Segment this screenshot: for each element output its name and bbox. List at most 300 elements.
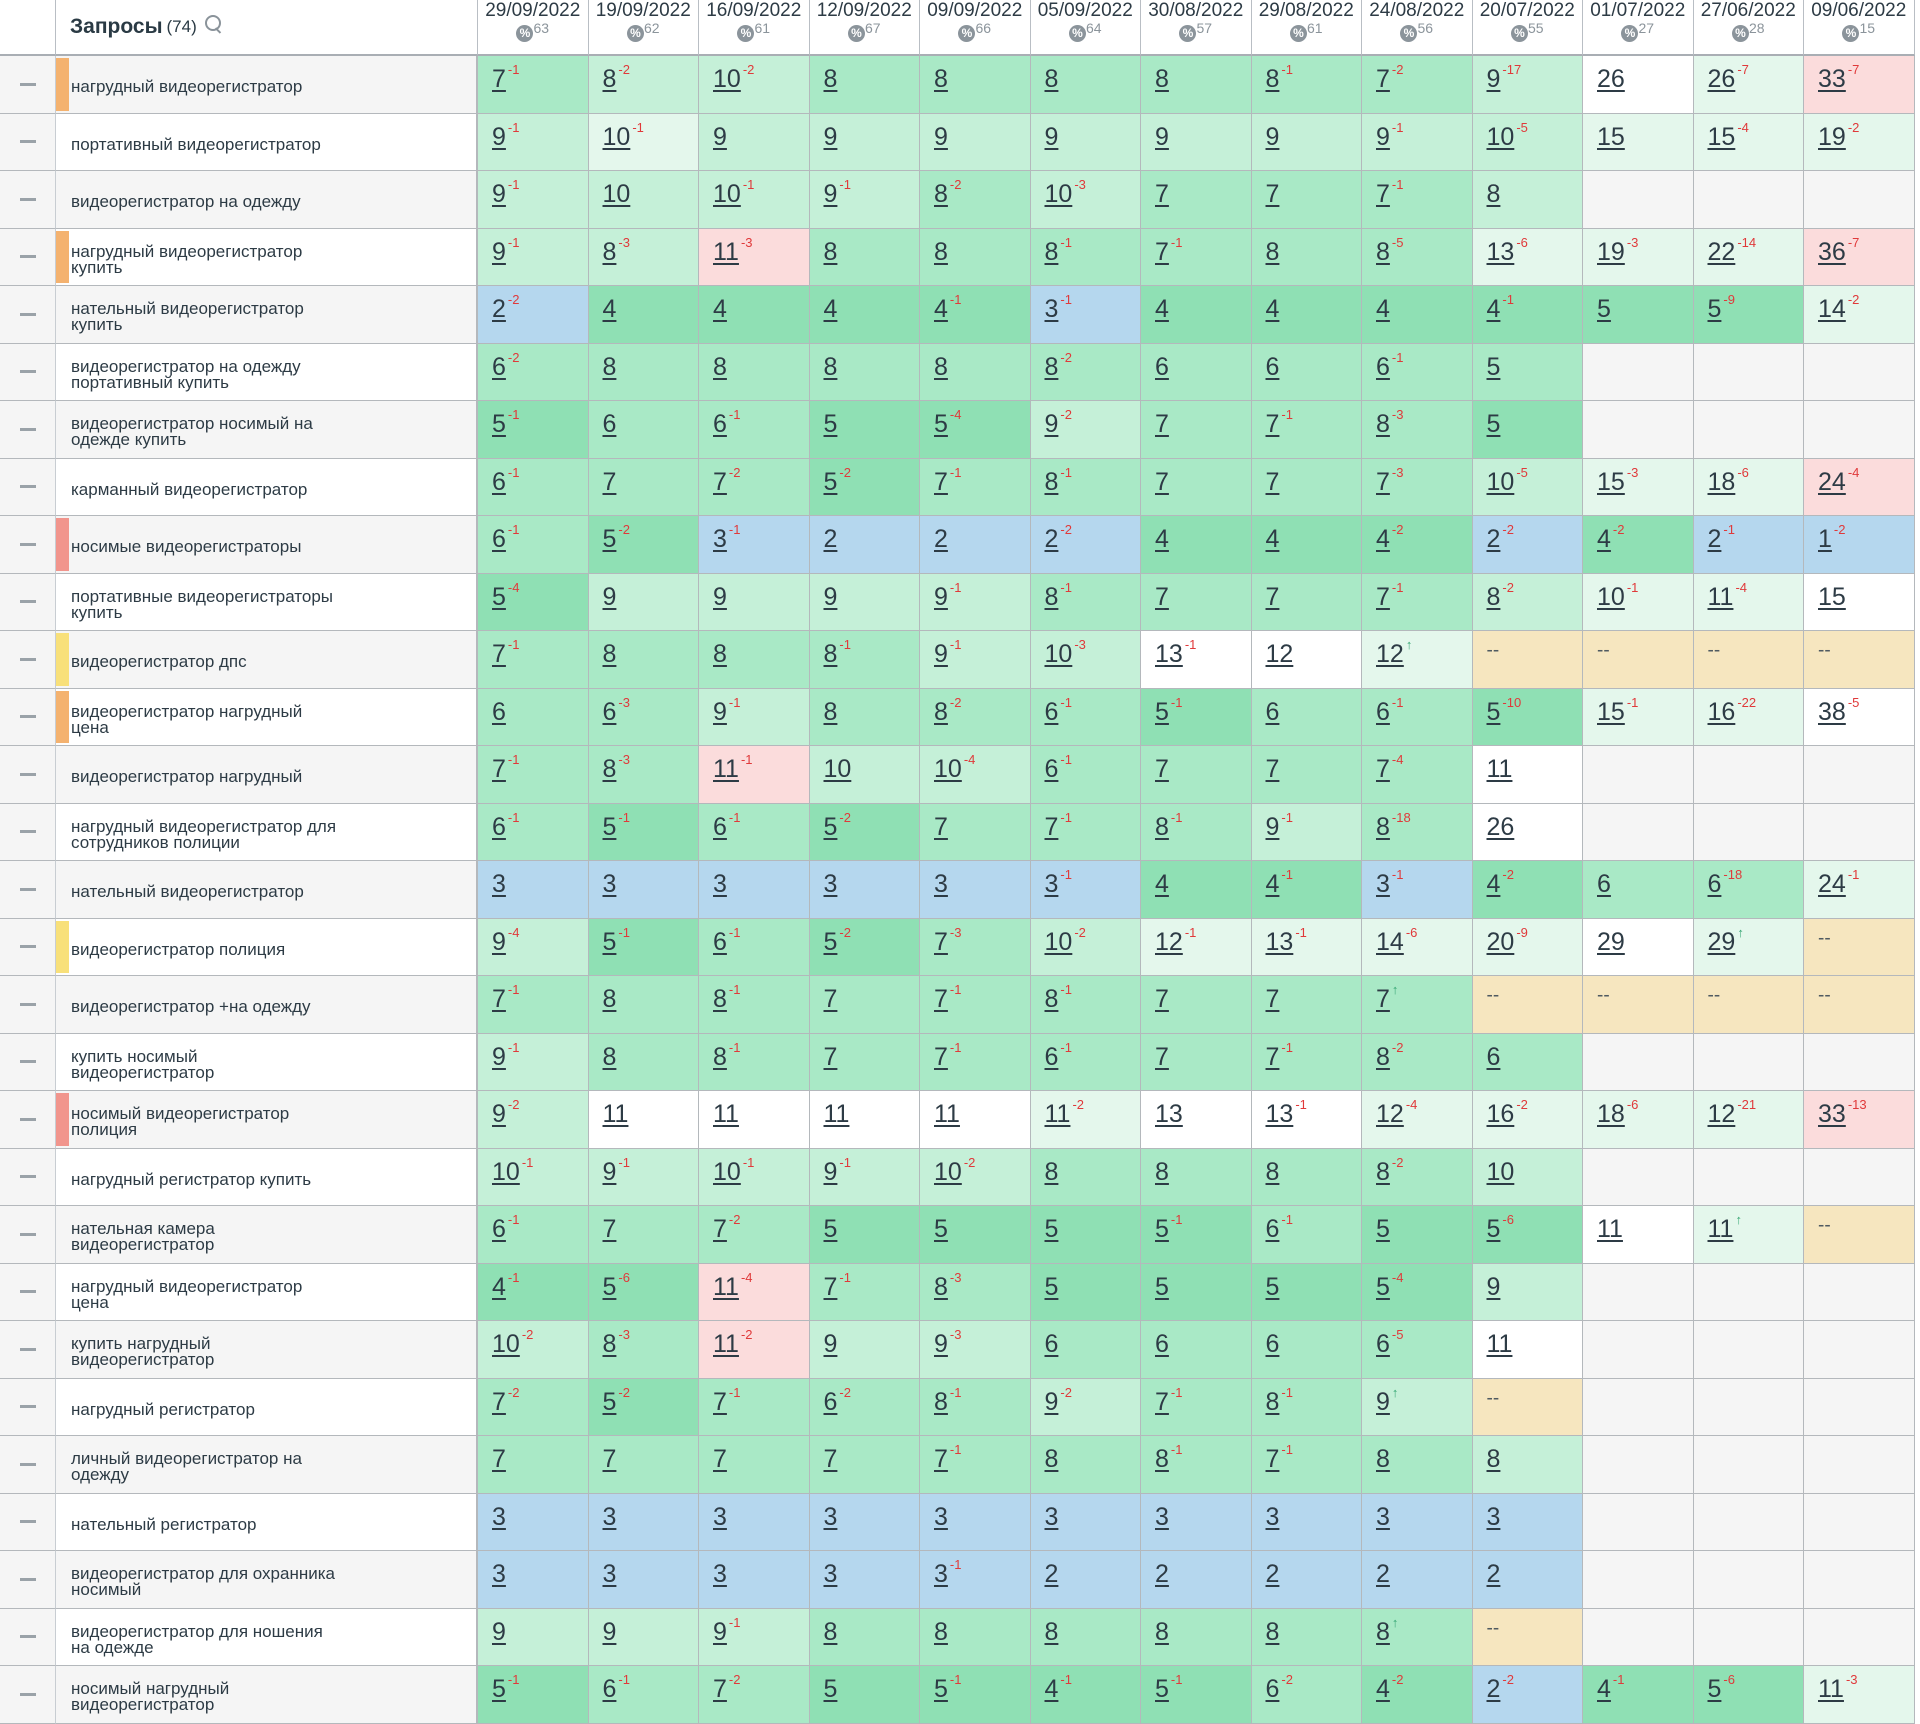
query-cell[interactable] [56,1436,478,1494]
position-value[interactable]: 7 [1155,755,1169,783]
position-cell[interactable] [699,1379,810,1437]
position-cell[interactable] [1141,1379,1252,1437]
position-cell[interactable] [1252,401,1363,459]
position-value[interactable]: 4 [1155,870,1169,898]
row-collapse-toggle[interactable] [0,804,56,862]
position-value[interactable]: 2 [1486,1560,1501,1588]
position-cell[interactable] [1252,516,1363,574]
position-cell[interactable] [920,1379,1031,1437]
position-cell[interactable] [1583,689,1694,747]
date-column-header[interactable] [1362,0,1473,56]
position-value[interactable]: 16 [1486,1100,1515,1128]
row-collapse-toggle[interactable] [0,1149,56,1207]
position-cell[interactable] [1031,1149,1142,1207]
position-value[interactable]: 7 [1265,1445,1280,1473]
position-value[interactable]: 8 [934,237,948,266]
date-column-header[interactable] [1252,0,1363,56]
position-cell[interactable] [1031,804,1142,862]
position-cell[interactable] [810,286,921,344]
position-value[interactable]: 7 [823,1445,838,1473]
position-value[interactable]: 10 [1486,467,1515,496]
position-value[interactable]: 12 [1155,927,1183,956]
position-cell[interactable] [1473,1494,1584,1552]
position-cell[interactable] [1583,516,1694,574]
position-value[interactable]: 8 [1376,237,1390,266]
position-value[interactable]: 6 [1486,1042,1501,1071]
position-cell[interactable] [1252,171,1363,229]
position-value[interactable]: 11 [1044,1100,1071,1128]
position-cell[interactable] [589,861,700,919]
position-cell[interactable] [1141,1436,1252,1494]
position-cell[interactable] [920,286,1031,344]
position-value[interactable]: 9 [1155,122,1169,151]
position-cell[interactable] [1031,1494,1142,1552]
position-cell[interactable] [920,229,1031,287]
position-cell[interactable] [920,631,1031,689]
position-value[interactable]: 6 [492,525,506,553]
position-value[interactable]: 5 [602,927,617,956]
position-cell[interactable] [810,1091,921,1149]
position-cell[interactable] [1694,1436,1805,1494]
position-value[interactable]: 3 [492,1502,506,1531]
position-cell[interactable] [1252,919,1363,977]
position-value[interactable]: 8 [602,985,617,1013]
position-cell[interactable] [1583,631,1694,689]
position-cell[interactable] [1694,1264,1805,1322]
position-value[interactable]: 8 [602,237,617,266]
position-value[interactable]: 10 [713,65,741,93]
position-cell[interactable] [1694,689,1805,747]
position-cell[interactable] [699,171,810,229]
date-column-header[interactable] [1804,0,1915,56]
position-value[interactable]: 9 [1044,410,1059,438]
position-value[interactable]: 2 [1265,1560,1280,1588]
position-cell[interactable] [1583,804,1694,862]
position-cell[interactable] [478,1494,589,1552]
position-cell[interactable] [1141,1666,1252,1724]
position-value[interactable]: 33 [1818,65,1846,93]
position-value[interactable]: 4 [1265,295,1280,323]
position-value[interactable]: 38 [1818,697,1846,726]
query-cell[interactable] [56,919,478,977]
position-cell[interactable] [810,631,921,689]
position-value[interactable]: 5 [1265,1272,1280,1301]
position-cell[interactable] [478,1436,589,1494]
position-value[interactable]: 6 [492,467,506,496]
position-value[interactable]: 8 [602,1330,617,1358]
position-value[interactable]: 5 [934,1675,948,1703]
position-value[interactable]: 8 [934,697,948,726]
position-value[interactable]: 5 [1707,295,1722,323]
position-value[interactable]: 33 [1818,1100,1846,1128]
position-cell[interactable] [1694,861,1805,919]
position-value[interactable]: 19 [1818,122,1846,151]
position-cell[interactable] [1362,459,1473,517]
position-value[interactable]: 7 [1155,1042,1169,1071]
position-value[interactable]: 11 [713,1330,739,1358]
position-cell[interactable] [1583,171,1694,229]
position-value[interactable]: 2 [1707,525,1722,553]
query-cell[interactable] [56,804,478,862]
position-value[interactable]: 7 [1265,410,1280,438]
position-cell[interactable] [1694,229,1805,287]
position-value[interactable]: 8 [1044,1445,1059,1473]
position-cell[interactable] [1804,516,1915,574]
position-cell[interactable] [1141,1149,1252,1207]
position-value[interactable]: 6 [492,697,506,726]
position-cell[interactable] [810,1436,921,1494]
row-collapse-toggle[interactable] [0,861,56,919]
position-cell[interactable] [1804,114,1915,172]
position-value[interactable]: 2 [1486,1675,1501,1703]
position-cell[interactable] [1694,804,1805,862]
position-value[interactable]: 2 [1044,525,1059,553]
position-cell[interactable] [1031,746,1142,804]
position-value[interactable]: 4 [1155,295,1169,323]
position-value[interactable]: 6 [713,410,727,438]
position-value[interactable]: 5 [1376,1272,1390,1301]
position-value[interactable]: 5 [602,812,617,841]
position-cell[interactable] [1362,344,1473,402]
position-value[interactable]: 8 [823,65,838,93]
position-cell[interactable] [478,746,589,804]
position-value[interactable]: 7 [1265,582,1280,611]
query-cell[interactable] [56,401,478,459]
query-cell[interactable] [56,114,478,172]
position-value[interactable]: 16 [1707,697,1736,726]
position-cell[interactable] [1473,976,1584,1034]
position-cell[interactable] [699,689,810,747]
position-cell[interactable] [1031,1206,1142,1264]
position-cell[interactable] [810,114,921,172]
position-cell[interactable] [1583,1494,1694,1552]
position-cell[interactable] [1252,1666,1363,1724]
date-column-header[interactable] [699,0,810,56]
position-value[interactable]: 11 [934,1100,960,1128]
position-cell[interactable] [1694,114,1805,172]
position-value[interactable]: 14 [1376,927,1404,956]
position-cell[interactable] [478,1149,589,1207]
position-value[interactable]: 5 [1597,295,1611,323]
position-cell[interactable] [1141,631,1252,689]
position-value[interactable]: 8 [713,352,727,381]
position-value[interactable]: 15 [1707,122,1736,151]
position-value[interactable]: 6 [602,410,617,438]
position-value[interactable]: 7 [934,985,948,1013]
position-cell[interactable] [1362,861,1473,919]
position-value[interactable]: 7 [713,1675,727,1703]
position-value[interactable]: 8 [1486,1445,1501,1473]
position-cell[interactable] [1473,459,1584,517]
position-value[interactable]: 6 [492,352,506,381]
position-cell[interactable] [1031,1091,1142,1149]
position-cell[interactable] [920,1321,1031,1379]
position-cell[interactable] [699,1206,810,1264]
position-value[interactable]: 8 [823,352,838,381]
position-value[interactable]: 10 [492,1157,520,1186]
position-cell[interactable] [478,516,589,574]
position-cell[interactable] [1804,401,1915,459]
position-value[interactable]: 3 [934,1560,948,1588]
position-value[interactable]: 3 [934,870,948,898]
position-value[interactable]: 8 [934,180,948,208]
position-cell[interactable] [1804,1666,1915,1724]
position-value[interactable]: 3 [602,1560,617,1588]
position-cell[interactable] [810,1206,921,1264]
position-cell[interactable] [1694,1034,1805,1092]
position-cell[interactable] [810,1321,921,1379]
position-value[interactable]: 3 [713,525,727,553]
position-value[interactable]: 5 [1044,1215,1059,1243]
position-cell[interactable] [920,1494,1031,1552]
position-value[interactable]: 2 [1486,525,1501,553]
position-value[interactable]: 9 [934,640,948,668]
position-value[interactable]: 7 [1155,985,1169,1013]
position-value[interactable]: 3 [713,870,727,898]
position-value[interactable]: 7 [1265,985,1280,1013]
position-value[interactable]: 11 [1818,1675,1844,1703]
position-value[interactable]: 5 [1486,697,1501,726]
position-cell[interactable] [920,516,1031,574]
position-cell[interactable] [1031,229,1142,287]
position-cell[interactable] [1362,114,1473,172]
query-cell[interactable] [56,171,478,229]
position-value[interactable]: 9 [823,582,838,611]
position-value[interactable]: 5 [934,1215,948,1243]
position-cell[interactable] [699,1494,810,1552]
position-cell[interactable] [1362,689,1473,747]
position-cell[interactable] [589,1321,700,1379]
position-value[interactable]: 5 [492,582,506,611]
position-cell[interactable] [1473,1264,1584,1322]
position-value[interactable]: 4 [1376,525,1390,553]
position-value[interactable]: 5 [1486,1215,1501,1243]
position-cell[interactable] [1362,1264,1473,1322]
position-value[interactable]: 2 [823,525,838,553]
position-value[interactable]: 6 [602,697,617,726]
position-value[interactable]: 6 [1265,1675,1280,1703]
position-cell[interactable] [1362,1206,1473,1264]
position-cell[interactable] [1141,401,1252,459]
position-value[interactable]: 7 [1376,65,1390,93]
position-value[interactable]: 6 [1044,1330,1059,1358]
position-value[interactable]: 7 [1155,180,1169,208]
position-value[interactable]: 9 [492,122,506,151]
position-value[interactable]: 8 [823,1617,838,1646]
position-cell[interactable] [699,1091,810,1149]
position-cell[interactable] [1031,286,1142,344]
position-cell[interactable] [478,1206,589,1264]
position-cell[interactable] [589,1551,700,1609]
position-cell[interactable] [699,229,810,287]
position-cell[interactable] [589,1034,700,1092]
position-cell[interactable] [810,574,921,632]
position-cell[interactable] [478,1321,589,1379]
position-cell[interactable] [478,344,589,402]
position-cell[interactable] [810,1609,921,1667]
position-cell[interactable] [589,1206,700,1264]
row-collapse-toggle[interactable] [0,976,56,1034]
position-value[interactable]: 9 [713,1617,727,1646]
query-cell[interactable] [56,229,478,287]
position-value[interactable]: 3 [1044,1502,1059,1531]
position-value[interactable]: 1 [1818,525,1832,553]
position-value[interactable]: 5 [1486,410,1501,438]
position-value[interactable]: 9 [492,1100,506,1128]
position-value[interactable]: 9 [492,237,506,266]
position-value[interactable]: 10 [1044,927,1073,956]
position-cell[interactable] [1583,1034,1694,1092]
position-cell[interactable] [699,804,810,862]
position-value[interactable]: 7 [1376,180,1390,208]
position-cell[interactable] [920,746,1031,804]
position-cell[interactable] [1362,919,1473,977]
position-cell[interactable] [1362,631,1473,689]
position-cell[interactable] [589,631,700,689]
position-cell[interactable] [699,1264,810,1322]
position-value[interactable]: 5 [492,410,506,438]
position-value[interactable]: 12 [1707,1100,1736,1128]
position-value[interactable]: 13 [1155,640,1183,668]
position-value[interactable]: 9 [1044,1387,1059,1416]
position-value[interactable]: 6 [1265,352,1280,381]
position-cell[interactable] [1141,229,1252,287]
position-cell[interactable] [478,1091,589,1149]
position-value[interactable]: 8 [602,640,617,668]
position-cell[interactable] [1252,976,1363,1034]
position-cell[interactable] [1473,1034,1584,1092]
query-cell[interactable] [56,1379,478,1437]
position-value[interactable]: 24 [1818,467,1846,496]
position-cell[interactable] [1362,401,1473,459]
position-cell[interactable] [920,1206,1031,1264]
position-cell[interactable] [810,804,921,862]
position-value[interactable]: 8 [823,697,838,726]
position-cell[interactable] [1031,114,1142,172]
position-value[interactable]: 8 [934,1272,948,1301]
position-cell[interactable] [810,1149,921,1207]
position-cell[interactable] [1031,574,1142,632]
position-cell[interactable] [1583,1206,1694,1264]
position-value[interactable]: 8 [1486,180,1501,208]
position-cell[interactable] [589,746,700,804]
position-cell[interactable] [920,976,1031,1034]
row-collapse-toggle[interactable] [0,1666,56,1724]
position-cell[interactable] [699,114,810,172]
position-cell[interactable] [478,689,589,747]
position-cell[interactable] [1804,1091,1915,1149]
position-cell[interactable] [920,1034,1031,1092]
position-value[interactable]: 6 [1265,697,1280,726]
position-cell[interactable] [810,1264,921,1322]
position-cell[interactable] [1473,114,1584,172]
position-cell[interactable] [920,689,1031,747]
query-cell[interactable] [56,1206,478,1264]
position-value[interactable]: 7 [492,985,506,1013]
position-cell[interactable] [1252,1321,1363,1379]
position-cell[interactable] [1804,1149,1915,1207]
position-cell[interactable] [478,976,589,1034]
position-value[interactable]: 9 [823,1330,838,1358]
position-cell[interactable] [699,574,810,632]
position-cell[interactable] [1141,516,1252,574]
position-value[interactable]: 10 [713,1157,741,1186]
position-value[interactable]: 10 [1486,1157,1515,1186]
position-cell[interactable] [1583,574,1694,632]
position-cell[interactable] [1694,1321,1805,1379]
position-value[interactable]: 11 [602,1100,629,1128]
row-collapse-toggle[interactable] [0,1091,56,1149]
position-value[interactable]: 9 [492,927,506,956]
position-cell[interactable] [1694,1379,1805,1437]
position-value[interactable]: 9 [492,1042,506,1071]
position-cell[interactable] [1141,689,1252,747]
position-cell[interactable] [1583,459,1694,517]
position-cell[interactable] [1694,1551,1805,1609]
position-cell[interactable] [1804,171,1915,229]
position-value[interactable]: 5 [823,410,838,438]
position-cell[interactable] [1252,1206,1363,1264]
position-cell[interactable] [589,1494,700,1552]
position-cell[interactable] [810,516,921,574]
position-value[interactable]: 9 [1376,122,1390,151]
position-cell[interactable] [478,56,589,114]
position-cell[interactable] [1141,286,1252,344]
position-cell[interactable] [1031,1321,1142,1379]
position-cell[interactable] [1362,1494,1473,1552]
position-cell[interactable] [699,976,810,1034]
position-value[interactable]: 8 [1044,237,1059,266]
position-value[interactable]: 3 [934,1502,948,1531]
position-value[interactable]: 3 [1044,295,1059,323]
position-cell[interactable] [1252,1609,1363,1667]
position-cell[interactable] [1473,56,1584,114]
position-value[interactable]: 7 [934,927,948,956]
position-cell[interactable] [1473,1206,1584,1264]
position-value[interactable]: 18 [1597,1100,1625,1128]
position-value[interactable]: 10 [1597,582,1625,611]
position-cell[interactable] [1804,229,1915,287]
position-value[interactable]: 5 [602,1387,617,1416]
position-value[interactable]: 11 [823,1100,850,1128]
position-cell[interactable] [920,171,1031,229]
position-cell[interactable] [1804,746,1915,804]
position-value[interactable]: 3 [823,870,838,898]
position-cell[interactable] [1141,1206,1252,1264]
position-value[interactable]: 9 [823,180,838,208]
position-value[interactable]: 4 [823,295,838,323]
position-value[interactable]: 6 [1044,755,1059,783]
row-collapse-toggle[interactable] [0,1609,56,1667]
position-value[interactable]: 2 [934,525,948,553]
row-collapse-toggle[interactable] [0,1321,56,1379]
position-cell[interactable] [1362,1034,1473,1092]
position-cell[interactable] [1252,459,1363,517]
position-cell[interactable] [478,229,589,287]
position-cell[interactable] [810,1551,921,1609]
position-cell[interactable] [1804,344,1915,402]
position-cell[interactable] [1473,1091,1584,1149]
position-value[interactable]: 6 [1376,697,1390,726]
position-value[interactable]: 7 [823,1272,838,1301]
position-value[interactable]: 9 [934,582,948,611]
position-cell[interactable] [1473,861,1584,919]
position-value[interactable]: 8 [1044,985,1059,1013]
position-cell[interactable] [1252,1034,1363,1092]
position-cell[interactable] [1473,804,1584,862]
row-collapse-toggle[interactable] [0,459,56,517]
position-cell[interactable] [1141,804,1252,862]
